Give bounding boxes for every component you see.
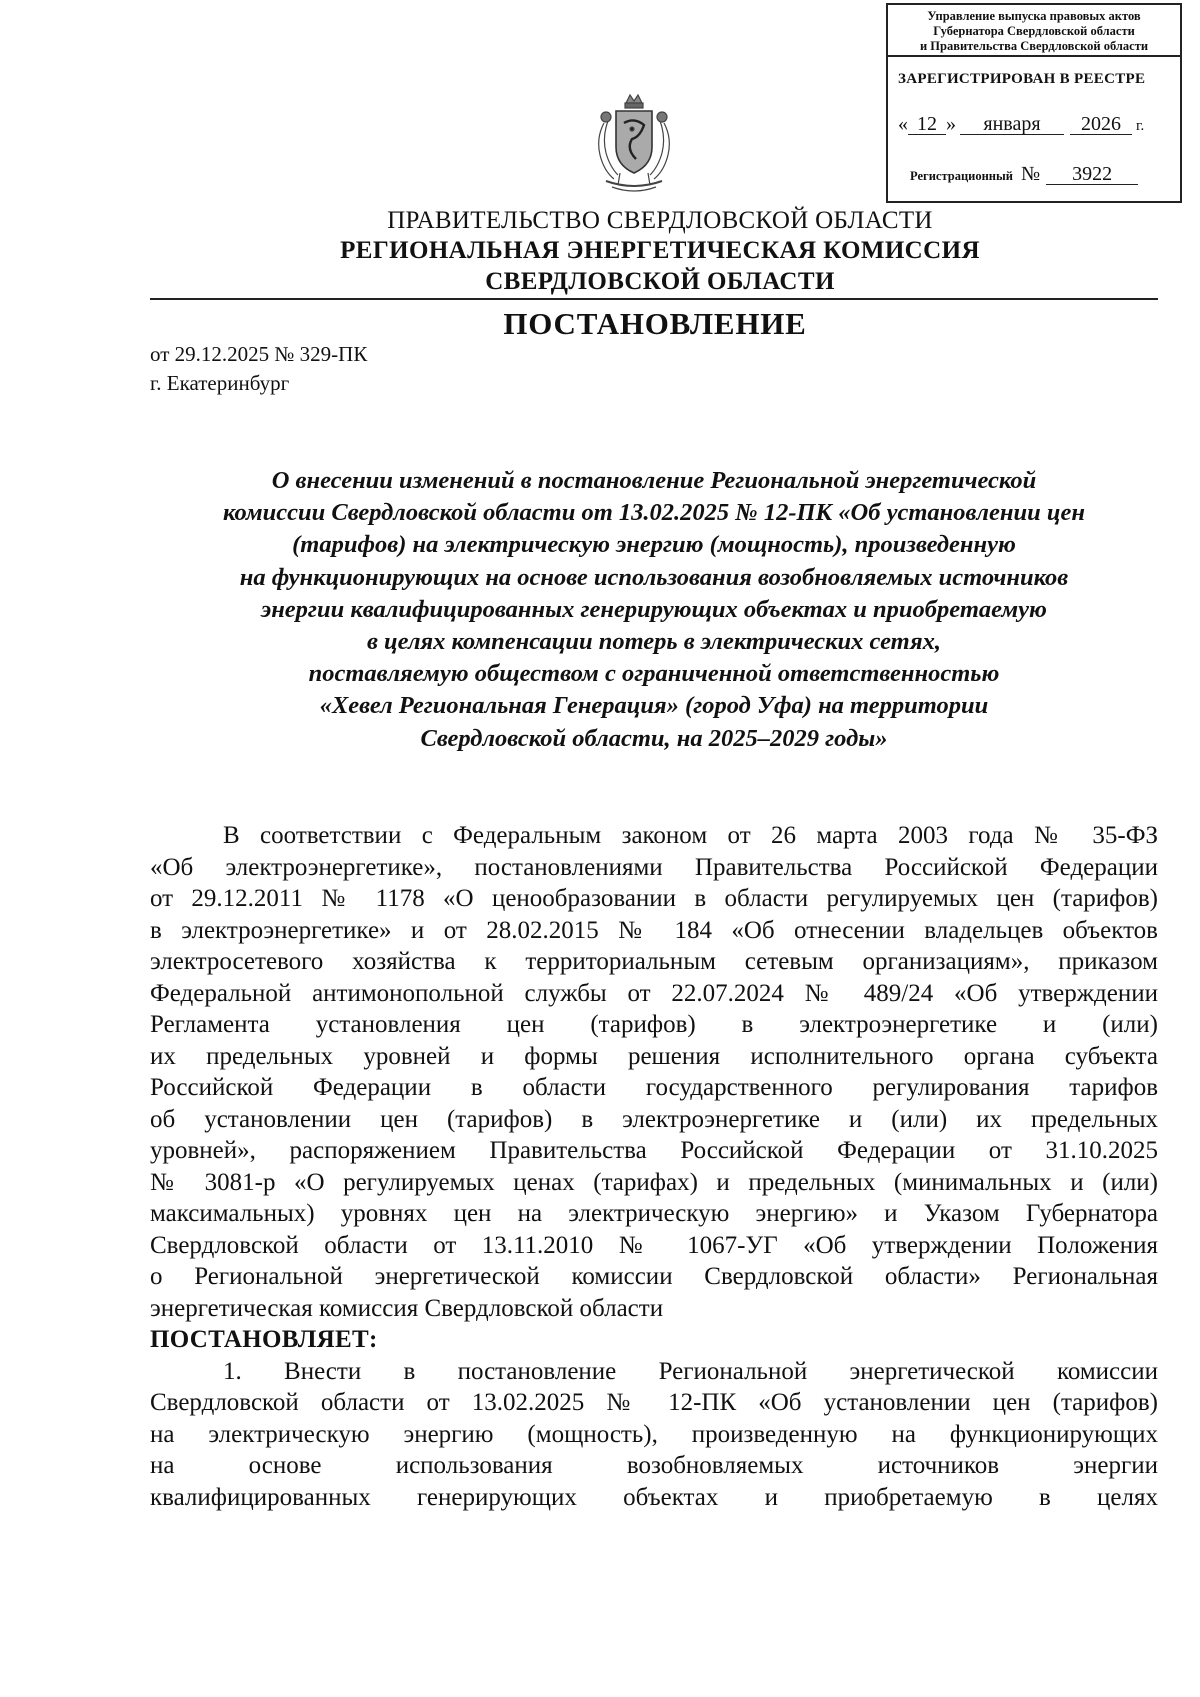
body-line: на основе использования возобновляемых источников энергии [150,1452,1158,1479]
stamp-date [898,113,1178,136]
document-city: г. Екатеринбург [150,371,290,395]
body-line: Федеральной антимонопольной службы от 22.07.2024 № 489/24 «Об утверждении [150,979,1158,1007]
body-line: в электроэнергетике» и от 28.02.2015 № 184 «Об отнесении владельцев объектов [150,916,1158,944]
body-line: Регламента установления цен (тарифов) в электроэнергетике и (или) [150,1011,1158,1038]
resolves-heading: ПОСТАНОВЛЯЕТ: [150,1326,378,1353]
body-line: № 3081-р «О регулируемых ценах (тарифах) и предельных (минимальных и (или) [150,1168,1158,1196]
document-date-number: от 29.12.2025 № 329-ПК [150,342,368,366]
header-divider [150,298,1158,300]
body-line: электросетевого хозяйства к территориальным сетевым организациям», приказом [150,948,1158,975]
body-line: энергетическая комиссия Свердловской области [150,1294,664,1322]
coat-of-arms-icon [590,93,678,195]
stamp-header-line: Губернатора Свердловской области [933,24,1135,38]
stamp-close-quote: » [946,113,956,135]
stamp-day: 12 [908,114,946,135]
body-line: квалифицированных генерирующих объектах и приобретаемую в целях [150,1483,1158,1511]
stamp-year: 2026 [1070,114,1132,135]
stamp-registration-number [910,163,1138,186]
stamp-reg-number: 3922 [1046,164,1138,185]
stamp-reg-label: Регистрационный [910,169,1013,183]
body-line: Свердловской области от 13.11.2010 № 1067-УГ «Об утверждении Положения [150,1231,1158,1259]
title-line: поставляемую обществом с ограниченной ответственностью [308,660,1000,688]
registration-stamp [886,3,1182,203]
body-line: 1. Внести в постановление Региональной энергетической комиссии [223,1357,1158,1385]
document-type: ПОСТАНОВЛЕНИЕ [503,306,807,341]
title-line: Свердловской области, на 2025–2029 годы» [420,724,888,752]
stamp-month: января [960,114,1064,135]
title-line: «Хевел Региональная Генерация» (город Уфа) на территории [319,692,989,720]
government-name: ПРАВИТЕЛЬСТВО СВЕРДЛОВСКОЙ ОБЛАСТИ [387,207,933,234]
body-line: максимальных) уровнях цен на электрическую энергию» и Указом Губернатора [150,1200,1158,1227]
stamp-header-line: Управление выпуска правовых актов [927,9,1141,23]
title-line: О внесении изменений в постановление Региональной энергетической [271,467,1037,494]
title-line: (тарифов) на электрическую энергию (мощность), произведенную [292,531,1016,559]
body-line: их предельных уровней и формы решения исполнительного органа субъекта [150,1042,1158,1070]
body-line: на электрическую энергию (мощность), произведенную на функционирующих [150,1420,1158,1448]
body-line: о Региональной энергетической комиссии Свердловской области» Региональная [150,1263,1158,1290]
commission-name-line2: СВЕРДЛОВСКОЙ ОБЛАСТИ [485,268,835,295]
body-line: В соответствии с Федеральным законом от 26 марта 2003 года № 35-ФЗ [223,822,1158,849]
stamp-header [888,5,1180,57]
title-line: энергии квалифицированных генерирующих объектах и приобретаемую [261,595,1047,623]
document-body [150,820,1158,1513]
commission-name-line1: РЕГИОНАЛЬНАЯ ЭНЕРГЕТИЧЕСКАЯ КОМИССИЯ [340,237,980,264]
stamp-title: ЗАРЕГИСТРИРОВАН В РЕЕСТРЕ [898,71,1146,87]
body-line: уровней», распоряжением Правительства Российской Федерации от 31.10.2025 [150,1137,1158,1164]
stamp-header-line: и Правительства Свердловской области [919,39,1149,53]
stamp-year-suffix: г. [1136,118,1145,134]
body-line: «Об электроэнергетике», постановлениями Правительства Российской Федерации [150,853,1158,881]
body-line: об установлении цен (тарифов) в электроэнергетике и (или) их предельных [150,1105,1158,1133]
stamp-number-sign: № [1020,163,1041,185]
title-line: в целях компенсации потерь в электрических сетях, [366,628,942,656]
body-line: Свердловской области от 13.02.2025 № 12-ПК «Об установлении цен (тарифов) [150,1389,1158,1416]
body-line: Российской Федерации в области государственного регулирования тарифов [150,1074,1158,1101]
document-title [150,465,1158,755]
title-line: на функционирующих на основе использования возобновляемых источников [239,563,1069,591]
title-line: комиссии Свердловской области от 13.02.2025 № 12-ПК «Об установлении цен [223,499,1085,527]
body-line: от 29.12.2011 № 1178 «О ценообразовании в области регулируемых цен (тарифов) [150,885,1158,912]
stamp-open-quote: « [898,113,908,135]
